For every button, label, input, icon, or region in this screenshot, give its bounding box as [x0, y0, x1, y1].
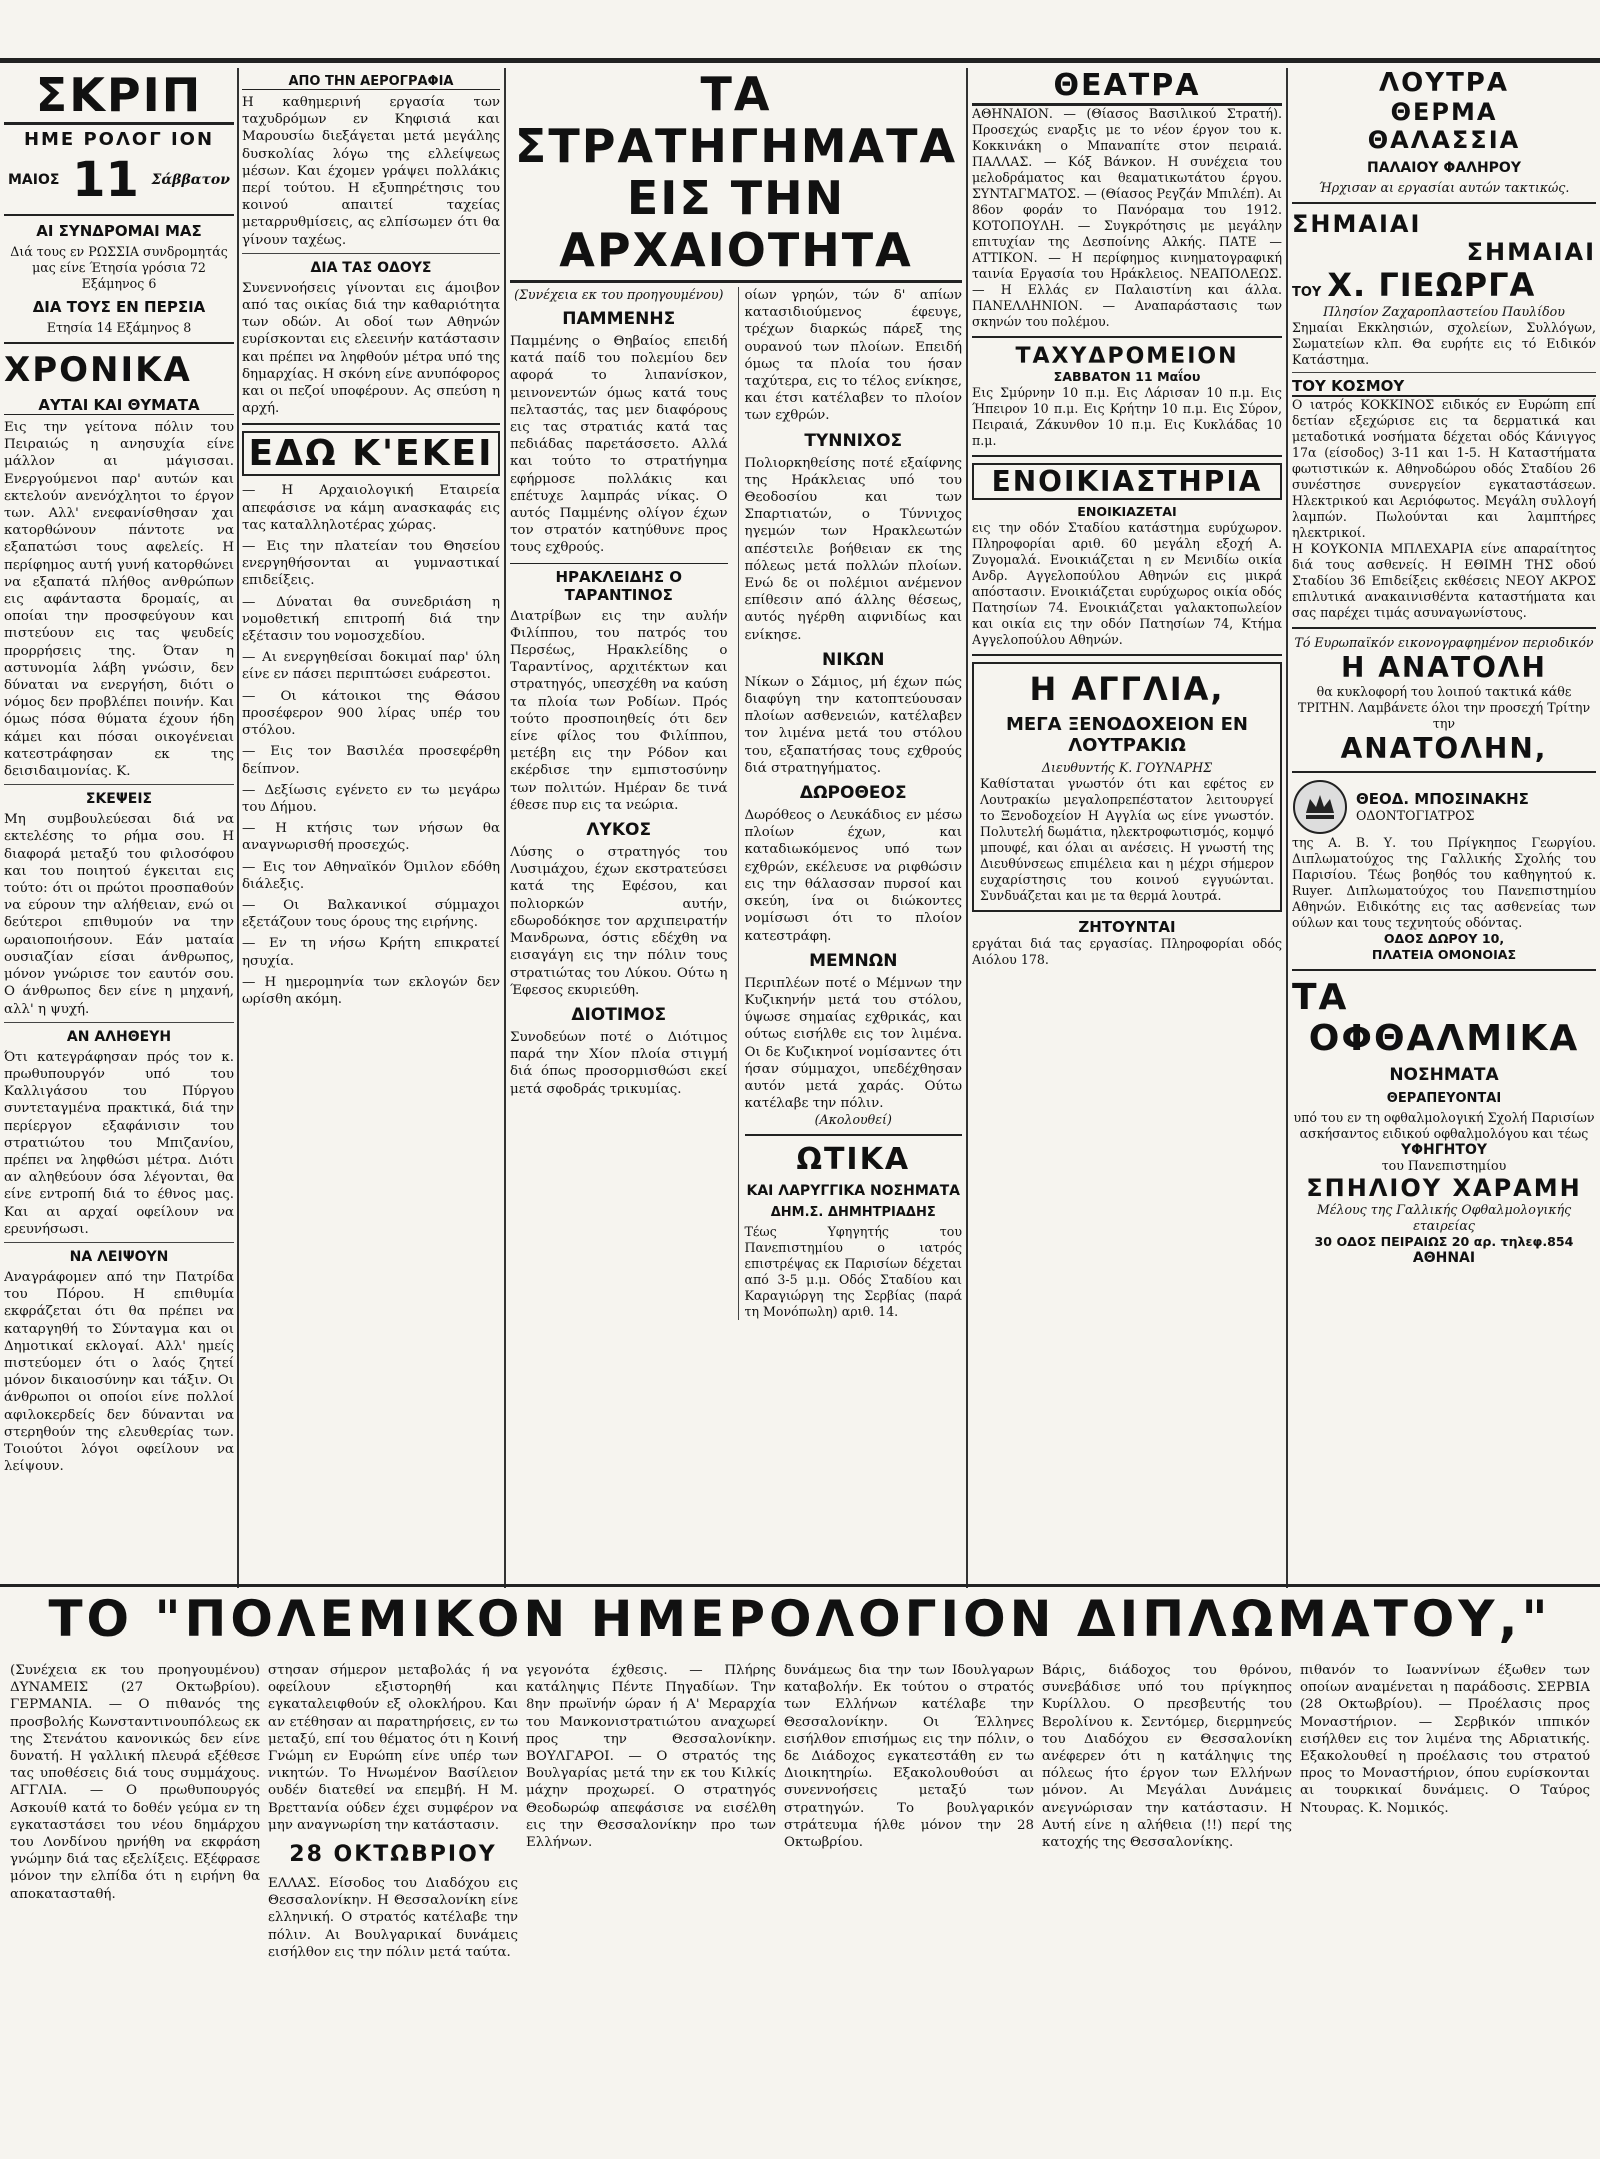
irakleidis-title: ΗΡΑΚΛΕΙΔΗΣ Ο ΤΑΡΑΝΤΙΝΟΣ: [510, 563, 728, 604]
top-rule: [0, 58, 1600, 63]
column-6: [1292, 68, 1596, 1588]
bottom-b1: (Συνέχεια εκ του προηγουμένου) ΔΥΝΑΜΕΙΣ (27 Οκτωβρίου). ΓΕΡΜΑΝΙΑ. — Ο πιθανός της προσβολής Κωνσταντινουπόλεως εκ της Στενάτου κανονικώς δεν είνε δυνατή. Η γαλλική πλευρά εξέθεσε τας υποθέσεις διά τους συμμάχους. ΑΓΓΛΙΑ. — Ο πρωθυπουργός Ασκουίθ κατά το δοθέν γεύμα εν τη εγκαταστάσει του νέου δημάρχου του Λονδίνου ηρνήθη να εκφράση γνώμην διά τας εξελίξεις. Εξέφρασε μόνον την ελπίδα ότι η ειρήνη θα αποκατασταθή.: [10, 1663, 260, 1902]
skrip-title: ΣΚΡΙΠ: [4, 68, 234, 125]
anatoli-intro: Τό Ευρωπαϊκόν εικονογραφημένον περιοδικόν: [1294, 635, 1594, 650]
news-item: — Οι κάτοικοι της Θάσου προσέφερον 900 λίρας υπέρ του στόλου.: [242, 688, 500, 739]
news-item: — Εις τον Αθηναϊκόν Όμιλον εδόθη διάλεξις.: [242, 859, 500, 892]
lykos-title: ΛΥΚΟΣ: [586, 820, 652, 841]
chronika-subtitle: ΑΥΤΑΙ ΚΑΙ ΘΥΜΑΤΑ: [4, 396, 234, 415]
georga-sub: Πλησίον Ζαχαροπλαστείου Παυλίδου: [1323, 304, 1565, 319]
news-item: — Οι Βαλκανικοί σύμμαχοι εξετάζουν τους όρους της ειρήνης.: [242, 897, 500, 931]
edo-kekei-title: ΕΔΩ Κ'ΕΚΕΙ: [242, 431, 500, 476]
mosinakis-title: ΘΕΟΔ. ΜΠΟΣΙΝΑΚΗΣ: [1356, 790, 1529, 808]
na-leipsoun-body: Αναγράφομεν από την Πατρίδα του Πόρου. Η επιθυμία εκφράζεται ότι θα πρέπει να καταργηθή το Σύνταγμα και οι Δημοτικαί εκλογαί. Αλλ' ημείς πιστεύομεν ότι ο λαός ζητεί μόνον δικαιοσύνην και τάξιν. Οι άνθρωποι οι οποίοι είνε πολλοί αφιλοκερδείς δεν δύνανται να στερηθούν της ελευθερίας των. Τοιούτοι λόγοι οφείλουν να λείψουν.: [4, 1269, 234, 1475]
georga-name-row: [1292, 266, 1596, 304]
georga-body: Σημαίαι Εκκλησιών, σχολείων, Συλλόγων, Σωματείων κλπ. Θα ευρήτε εις τό Ειδικόν Κατάστημα.: [1292, 320, 1596, 367]
news-item: — Δύναται θα συνεδριάση η νομοθετική επιτροπή διά την εξέτασιν του νομοσχεδίου.: [242, 594, 500, 645]
mosinakis-address-1: ΟΔΟΣ ΔΩΡΟΥ 10,: [1383, 931, 1505, 946]
ophthalmika-title: ΟΦΘΑΛΜΙΚΑ: [1308, 1018, 1580, 1059]
doctor-name: ΣΠΗΛΙΟΥ ΧΑΡΑΜΗ: [1306, 1174, 1582, 1202]
bottom-col-1: [10, 1662, 260, 2132]
news-item: — Αι ενεργηθείσαι δοκιμαί παρ' ύλη είνε εν πάσει περιπτώσει ευάρεστοι.: [242, 650, 500, 683]
column-divider: [504, 68, 506, 1588]
bottom-b2-tail: ΕΛΛΑΣ. Είσοδος του Διαδόχου εις Θεσσαλονίκην. Η Θεσσαλονίκη είνε ελληνική. Ο στρατός κατέλαβε την πόλιν. Αι Βουλγαρικαί δυνάμεις εισήλθον εις την πόλιν μετά ταύτα.: [268, 1876, 518, 1960]
aglia-title: Η ΑΓΓΛΙΑ,: [1029, 670, 1225, 708]
aglia-director: Διευθυντής Κ. ΓΟΥΝΑΡΗΣ: [1041, 760, 1213, 775]
taxydromeion-body: Εις Σμύρνην 10 π.μ. Εις Λάρισαν 10 π.μ. Εις Ήπειρον 10 π.μ. Εις Κρήτην 10 π.μ. Εις Σύρον, Πειραιά, Ζάκυνθον 10 π.μ. Εις Κυκλάδας 10 π.μ.: [972, 385, 1282, 448]
pammenis-title: ΠΑΜΜΕΝΗΣ: [562, 309, 676, 329]
day-label: ΜΑΙΟΣ: [8, 172, 60, 188]
kokkinos-body: Ο ιατρός ΚΟΚΚΙΝΟΣ ειδικός εν Ευρώπη επί δετίαν εξεχώρισε εις τα δερματικά και μεταδοτικά νοσήματα δέχεται οδός Κάνιγγος 17α (είσοδος) 3-11 και 1-5. Η Καταστήματα φωτιστικών κ. Αθηνοδώρου οδός Σταδίου 26 συνέστησε συνεργείον εγκαταστάσεων. Ηλεκτρικού και Αεριόφωτος. Μεγάλη συλλογή λαμπών. Πωλούνται και λαμπτήρες ηλεκτρικοί.: [1292, 397, 1596, 540]
main-title-1: ΤΑ ΣΤΡΑΤΗΓΗΜΑΤΑ: [514, 68, 958, 173]
mosinakis-role: ΟΔΟΝΤΟΓΙΑΤΡΟΣ: [1356, 808, 1475, 823]
bottom-col-3: [526, 1662, 776, 2132]
lykos-body: Λύσης ο στρατηγός του Λυσιμάχου, έχων εκστρατεύσει κατά της Εφέσου, και πολιορκών αυτήν, εδωροδόκησε τον αρχιπειρατήν Μανδρωνα, όστις εδέχθη να εισαγάγη εις την πόλιν τους στρατιώτας του Λύκου. Ούτω η Έφεσος εκυριεύθη.: [510, 845, 728, 998]
aglia-subtitle: ΜΕΓΑ ΞΕΝΟΔΟΧΕΙΟΝ ΕΝ ΛΟΥΤΡΑΚΙΩ: [1005, 714, 1248, 756]
dorotheos-body: Δωρόθεος ο Λευκάδιος εν μέσω πλοίων έχων, και καταδιωκόμενος υπό των εχθρών, εκέλευσε να ριφθώσιν εις την θάλασσαν πυρσοί και σκεύη, ίνα οι διώκοντες νομίσωσι ότι το πλοίον κατεστράφη.: [744, 808, 962, 944]
taxydromeion-date: ΣΑΒΒΑΤΟΝ 11 Μαΐου: [1053, 369, 1201, 384]
royal-crest-icon: [1292, 779, 1348, 835]
skepseis-title: ΣΚΕΨΕΙΣ: [85, 791, 153, 808]
subscription-text: Διά τους εν ΡΩΣΣΙΑ συνδρομητάς μας είνε Έτησία γρόσια 72 Εξάμηνος 6: [10, 244, 228, 291]
otika-subtitle: ΚΑΙ ΛΑΡΥΓΓΙΚΑ ΝΟΣΗΜΑΤΑ: [746, 1183, 960, 1200]
diotimos-title: ΔΙΟΤΙΜΟΣ: [571, 1004, 667, 1025]
tynnichos-title: ΤΥΝΝΙΧΟΣ: [804, 430, 903, 451]
bottom-b6: πιθανόν το Ιωαννίνων έξωθεν των οποίων αναμένεται η παράδοσις. ΣΕΡΒΙΑ (28 Οκτωβρίου). — Προέλασις προς Μοναστήριον. — Σερβικόν ιππικόν εισήλθεν εις τον λιμένα της Αδριατικής. Εξακολουθεί η προέλασις του στρατού προς το Μοναστήριον, όπου ευρίσκονται αι τουρκικαί δυνάμεις. Ο Ταύρος Ντουρας. Κ. Νομικός.: [1300, 1663, 1590, 1816]
aglia-ad: [972, 662, 1282, 912]
column-divider: [1286, 68, 1288, 1588]
paliou-faliro: ΠΑΛΑΙΟΥ ΦΑΛΗΡΟΥ: [1367, 160, 1521, 176]
day-name: Σάββατον: [151, 172, 230, 188]
zitountai-label: ΖΗΤΟΥΝΤΑΙ: [1078, 918, 1176, 936]
bottom-col-6: [1300, 1662, 1590, 2132]
taxydromeion-title: ΤΑΧΥΔΡΟΜΕΙΟΝ: [1015, 344, 1239, 369]
column-5: [972, 68, 1282, 1588]
bottom-b2: στησαν σήμερον μεταβολάς ή να οφείλουν εξιστορηθή και εγκαταλειφθούν εξ ολοκλήρου. Και αν ετέθησαν αι παρατηρήσεις, εν τω μεταξύ, επί του θέματος ότι η Κοινή Γνώμη εν Ευρώπη είνε υπέρ των νικητών. Το Ηνωμένον Βασίλειον ουδέν διατεθεί να επεμβή. Η Μ. Βρεττανία ούδεν έχει συμφέρον να μην αναγνωρίση την κατάστασιν.: [268, 1663, 518, 1833]
bottom-b4: δυνάμεως δια την των Ιδουλγαρων καταβολήν. Εκ τούτου ο στρατός των Ελλήνων κατέλαβε την Θεσσαλονίκην. Οι Έλληνες εισήλθον επισήμως εις την πόλιν, ο δε Διάδοχος εγκατεστάθη εν τω Διοικητηρίω. Εξακολουθούσι αι συνεννοήσεις μεταξύ των στρατηγών. Το βουλγαρικόν στράτευμα ήλθε μόνον την 28 Οκτωβρίου.: [784, 1663, 1034, 1851]
tynnichos-body: Πολιορκηθείσης ποτέ εξαίφνης της Ηράκλειας υπό του Θεοδοσίου και των Σπαρτιατών, ο Τύννιχος ηγεμών των Ηρακλεωτών απέστειλε βοήθειαν εκ της πόλεως μετά πολλών πλοίων. Ενώ δε οι πολέμιοι ανέμενον επίθεσιν από άλλης θέσεως, αυτός ηγέρθη αιφνιδίως και ενίκησε.: [744, 455, 962, 643]
main-article-columns: [510, 287, 962, 1320]
mosinakis-address-2: ΠΛΑΤΕΙΑ ΟΜΟΝΟΙΑΣ: [1371, 947, 1517, 962]
an-alithevi-title: ΑΝ ΑΛΗΘΕΥΗ: [66, 1028, 172, 1045]
skepseis-body: Μη συμβουλεύεσαι διά να εκτελέσης το ρήμα σου. Η διαφορά μεταξύ του φιλοσόφου και του ποιητού έγκειται εις τούτο: ότι οι πρώτοι προσπαθούν να εύρουν την αλήθειαν, ενώ οι δεύτεροι επιθυμούν να την ωραιοποιήσουν. Εάν ματαία ουσιαζίαν είσαι άνθρωπος, μόνον γνώρισε τον εαυτόν σου. Ο άνθρωπος δεν είνε η μηχανή, αλλ' η ψυχή.: [4, 812, 234, 1017]
athinai-label: ΑΘΗΝΑΙ: [1412, 1250, 1476, 1266]
aerografia-heading: ΑΠΟ ΤΗΝ ΑΕΡΟΓΡΑΦΙΑ: [242, 74, 500, 90]
doctor-address: 30 ΟΔΟΣ ΠΕΙΡΑΙΩΣ 20 αρ. τηλεφ.854: [1314, 1234, 1574, 1249]
news-item: — Η Αρχαιολογική Εταιρεία απεφάσισε να κάμη ανασκαφάς εις τας καταλληλοτέρας χώρας.: [242, 483, 500, 533]
doctor-sub: Μέλους της Γαλλικής Οφθαλμολογικής εταιρείας: [1316, 1202, 1572, 1233]
news-item: — Δεξίωσις εγένετο εν τω μεγάρω του Δήμου.: [242, 782, 500, 815]
memnon-title: ΜΕΜΝΩΝ: [809, 950, 898, 971]
pammenis-body: Παμμένης ο Θηβαίος επειδή κατά παίδ του πολεμίου δεν αφορά το λιπανίσκον, μεινονεντών όμως κατά τους πελταστάς, τας μεν διαφόρους εις τας στρατιάς κατά τας πεδιάδας παρετάσσετο. Αλλά και τούτο το στρατήγημα εφήρμοσε πολλάκις και επέτυχε λαμπράς νίκας. Ο αυτός Παμμένης ολίγον έχων τον στρατόν κατηύθυνε προς τους εχθρούς.: [510, 334, 728, 556]
thermal-label: ΘΕΡΜΑ: [1390, 98, 1498, 126]
enoikiastiria-body: εις την οδόν Σταδίου κατάστημα ευρύχωρον. Πληροφορίαι αριθ. 60 μεγάλη εξοχή Α. Ζυγομαλά. Ενοικιάζεται η εν Μενιδίω οικία Ανδρ. Αγγελοπούλου Αθηνών εις μικρά απόστασιν. Ενοικιάζεται ευρύχωρος οικία οδός Πατησίων 74. Ενοικιάζεται γαλακτοπωλείον και οικία εις την οδόν Πατησίων 74, Κτήμα Αγγελοπούλου Αθηνών.: [972, 520, 1282, 647]
nikon-title: ΝΙΚΩΝ: [822, 649, 885, 670]
otika-title: ΩΤΙΚΑ: [796, 1142, 911, 1178]
otika-body: Τέως Υφηγητής του Πανεπιστημίου ο ιατρός επιστρέψας εκ Παρισίων δέχεται από 3-5 μ.μ. Οδός Σταδίου και Καραγιώργη της Σερβίας (παρά τη Μονόπωλη) αριθ. 14.: [744, 1224, 962, 1320]
diotimos-body: Συνοδεύων ποτέ ο Διότιμος παρά την Χίον πλοία στιγμή διά όπως προσορμισθώσι εκεί μετά σφοδράς τρικυμίας.: [510, 1029, 728, 1097]
chronika-body: Εις την γείτονα πόλιν του Πειραιώς η ανησυχία είνε μάλλον αι μάγισσαι. Ενεργούμενοι παρ' αυτών και εκτελούν ανενόχλητοι το έργον των. Αλλ' ενεφανίσθησαν χαι κατορθώνουν πάντοτε να εξαπατώσι τους αφελείς. Η περίφημος αυτή γυνή κατορθώνει να εξαπατά πλήθος ανθρώπων εις αφάνταστα δρομαίς, αι οποίαι την προσφεύγουν και πιστεύουν εις τας ψευδείς προρρήσεις της. Όταν η αστυνομία λάβη γνώσιν, δεν δύναται να ενεργήση, διότι ο νόμος δεν προβλέπει ποινήν. Και όμως πόσα θύματα έχουν ήδη κάμει και πόσαι οικογένειαι κατεστράφησαν εκ της δεισιδαιμονίας. Κ.: [4, 420, 234, 780]
anatoli-body: θα κυκλοφορή του λοιπού τακτικά κάθε ΤΡΙΤΗΝ. Λαμβάνετε όλοι την προσεχή Τρίτην την: [1297, 684, 1591, 731]
irakleidis-body: Διατρίβων εις την αυλήν Φιλίππου, του πατρός του Περσέως, Ηρακλείδης ο Ταραντίνος, αρχιτέκτων και στρατηγός, υπεσχέθη να καύση τα πλοία των Ροδίων. Πρός τούτο προσποιηθείς ότι δεν είνε φίλος του Φιλίππου, μετέβη εις την Ρόδον και εκέρδισε την εμπιστοσύνην των πολιτών. Ημέραν δε τινά έθεσε πυρ εις τα νεώρια.: [510, 608, 728, 813]
anatoli-title: Η ΑΝΑΤΟΛΗ: [1341, 651, 1547, 684]
otika-doctor: ΔΗΜ.Σ. ΔΗΜΗΤΡΙΑΔΗΣ: [770, 1205, 936, 1221]
bottom-b2-date: 28 ΟΚΤΩΒΡΙΟΥ: [289, 1842, 497, 1868]
continued-note: (Συνέχεια εκ του προηγουμένου): [514, 287, 724, 302]
persia-line: ΔΙΑ ΤΟΥΣ ΕΝ ΠΕΡΣΙΑ: [32, 298, 206, 316]
na-leipsoun-title: ΝΑ ΛΕΙΨΟΥΝ: [69, 1248, 169, 1265]
simaiai-2: ΣΗΜΑΙΑΙ: [1466, 238, 1596, 266]
mosinakis-body: της Α. Β. Υ. του Πρίγκηπος Γεωργίου. Διπλωματούχος της Γαλλικής Σχολής του Παρισίου. Τέως βοηθός του καθηγητού κ. Ruyer. Διπλωματούχος του Πανεπιστημίου Αθηνών. Ειδικότης εις τας ασθενείας των ούλων και τους τεχνητούς οδόντας.: [1292, 835, 1596, 930]
nosimata-label: ΝΟΣΗΜΑΤΑ: [1389, 1065, 1499, 1085]
aerografia-intro: Η καθημερινή εργασία των ταχυδρόμων εν Κηφισιά και Μαρουσίω διεξάγεται μετά μεγάλης δυσκολίας λόγω της ελλείψεως μέσων. Και έχομεν γράψει πολλάκις περί τούτου. Η εξυπηρέτησις του κοινού απαιτεί ταχείας μεταρρυθμίσεις, ας ελπίσωμεν ότι θα γίνουν ταχέως.: [242, 95, 500, 248]
bottom-col-2: [268, 1662, 518, 2132]
bottom-article-title: ΤΟ "ΠΟΛΕΜΙΚΟΝ ΗΜΕΡΟΛΟΓΙΟΝ ΔΙΠΛΩΜΑΤΟΥ,": [48, 1590, 1552, 1648]
therapevontai-label: ΘΕΡΑΠΕΥΟΝΤΑΙ: [1386, 1091, 1502, 1106]
yfigitis-label: ΥΦΗΓΗΤΟΥ: [1401, 1142, 1487, 1158]
theatra-body: ΑΘΗΝΑΙΟΝ. — (Θίασος Βασιλικού Στρατή). Προσεχώς εναρξις με το νέον έργον του κ. Κοκκινάκη ο Μπαναπίτε στον πειραιά. ΠΑΛΛΑΣ. — Κόξ Βάνκον. Η συνέχεια του μελοδράματος και θεαματικωτάτου έργου. ΣΥΝΤΑΓΜΑΤΟΣ. — (Θίασος Ρεγζάν Μπιλέπ). Αι 86ον φοράν το Πανόραμα του 1912. ΚΟΤΟΠΟΥΛΗ. — Συγκρότησις με μεγάλην επιτυχίαν της Δεσποίνης Αλκής. ΠΑΤΕ — ΑΤΤΙΚΟΝ. — Η περίφημος κινηματογραφική ταινία Εργασία του Ηράκλειος. ΝΕΑΠΟΛΕΩΣ. — Η Ελλάς εν Παλαιστίνη και άλλα. ΠΑΝΕΛΛΗΝΙΟΝ. — Αναπαράστασις των σκηνών του πολέμου.: [972, 106, 1282, 329]
georga-name: Χ. ΓΙΕΩΡΓΑ: [1327, 266, 1536, 304]
ta-label: ΤΑ: [1292, 977, 1349, 1018]
column-3: [510, 68, 962, 1588]
column-1: [4, 68, 234, 1588]
bottom-b5: Βάρις, διάδοχος του θρόνου, συνεβάδισε υπό του πρίγκηπος Κυρίλλου. Ο πρεσβευτής του Βερολίνου κ. Σεντόμερ, διερμηνεύς του Διαδόχου εν Θεσσαλονίκη ανέφερεν ότι η κατάληψις της πόλεως ήτο έργον των Ελλήνων μόνον. Αι Μεγάλαι Δυνάμεις ανεγνώρισαν την κατάστασιν. Η Αυτή είνε η αλήθεια (!!) περί της κατοχής της Θεσσαλονίκης.: [1042, 1663, 1292, 1851]
koukonia-body: Η ΚΟΥΚΟΝΙΑ ΜΠΛΕΧΑΡΙΑ είνε απαραίτητος διά τους ασθενείς. Η ΕΘΙΜΗ ΤΗΣ οδού Σταδίου 36 Επιδείξεις εκθέσεις ΝΕΟΥ ΑΚΡΟΣ επιλυτικά ανακαινισθέντα καταστήματα και σας παρέχει τιμάς ασυναγωνίστους.: [1292, 541, 1596, 620]
bottom-section-rule: [0, 1584, 1600, 1587]
main-article-right: [738, 287, 963, 1320]
news-item: — Εις την πλατείαν του Θησείου ενεργηθήσονται αι γυμναστικαί επιδείξεις.: [242, 539, 500, 589]
bottom-col-5: [1042, 1662, 1292, 2132]
date-row: [8, 152, 230, 208]
continues-note: (Ακολουθεί): [814, 1112, 892, 1128]
yfigitis-sub: του Πανεπιστημίου: [1381, 1158, 1507, 1173]
nikon-body: Νίκων ο Σάμιος, μή έχων πώς διαφύγη την κατοπτεύουσαν πλοίων ασθενειών, κατέλαβεν τον λιμένα μετά του στόλου του, εξαπατήσας τους εχθρούς διά στρατηγήματος.: [744, 674, 962, 776]
news-item: — Εν τη νήσω Κρήτη επικρατεί ησυχία.: [242, 936, 500, 969]
col4-top-body: οίων γρηών, τών δ' απίων κατασιδιούμενος έφευγε, τρέχων διαρκώς πάρεξ της ουρανού των πλοίων. Επειδή όμως τα πλοία του ήσαν ταχύτερα, εις το τέλος ενίκησε, και έτσι κατέλαβεν το πλοίον των εχθρών.: [744, 288, 962, 424]
chronika-title: ΧΡΟΝΙΚΑ: [4, 350, 192, 390]
news-item: — Η ημερομηνία των εκλογών δεν ωρίσθη ακόμη.: [242, 974, 500, 1007]
mosinakis-header: [1292, 779, 1596, 835]
column-divider: [966, 68, 968, 1588]
main-article-left: [510, 287, 728, 1320]
bottom-b3: γεγονότα έχθεσις. — Πλήρης κατάληψις Πέντε Πηγαδίων. Την 8ην πρωϊνήν ώραν ή Α' Μεραρχία του Μανκονιστρατιώτου αναχωρεί προς την Θεσσαλονίκην. ΒΟΥΛΓΑΡΟΙ. — Ο στρατός της Βουλγαρίας μετά την εκ του Κιλκίς μάχην προχωρεί. Ο στρατηγός Θεοδωρώφ απεφάσισε να εισέλθη εις την Θεσσαλονίκην προ των Ελλήνων.: [526, 1663, 776, 1851]
an-alithevi-body: Ότι κατεγράφησαν πρός τον κ. πρωθυπουργόν υπό του Καλλιγάσου του Πύργου συντεταγμένα πρακτικά, διά την περίεργον εξαφάνισιν του στρατιώτου του Μπιζανίου, πρέπει να ληφθώσι μέτρα. Διότι αν αληθεύουν όσα λέγονται, θα είνε εντροπή διά το έθνος μας. Και αι αρχαί οφείλουν να ερευνήσωσι.: [4, 1049, 234, 1237]
loutra-body: Ήρχισαν αι εργασίαι αυτών τακτικώς.: [1318, 180, 1570, 195]
news-item: — Εις τον Βασιλέα προσεφέρθη δείπνον.: [242, 744, 500, 777]
dia-tis-odous-title: ΔΙΑ ΤΑΣ ΟΔΟΥΣ: [310, 259, 432, 276]
main-title-2: ΕΙΣ ΤΗΝ ΑΡΧΑΙΟΤΗΤΑ: [510, 172, 962, 283]
thalassia-label: ΘΑΛΑΣΣΙΑ: [1367, 126, 1521, 154]
hme-rologion: ΗΜΕ ΡΟΛΟΓ ΙΟΝ: [23, 129, 215, 150]
news-item: — Η κτήσις των νήσων θα αναγνωρισθή προσεχώς.: [242, 821, 500, 854]
zitountai-body: εργάται διά τας εργασίας. Πληροφορίαι οδός Αιόλου 178.: [972, 936, 1282, 967]
day-number: 11: [72, 152, 139, 208]
dorotheos-title: ΔΩΡΟΘΕΟΣ: [799, 783, 907, 804]
tou-kosmou: ΤΟΥ ΚΟΣΜΟΥ: [1292, 377, 1596, 397]
anatoli-repeat: ΑΝΑΤΟΛΗΝ,: [1340, 732, 1548, 765]
enoikiastiria-title: ΕΝΟΙΚΙΑΣΤΗΡΙΑ: [972, 463, 1282, 500]
simaiai-1: ΣΗΜΑΙΑΙ: [1292, 210, 1422, 238]
edo-kekei-list: [242, 482, 500, 1008]
memnon-body: Περιπλέων ποτέ ο Μέμνων την Κυζικηνήν μετά του στόλου, ύψωσε σημαίας εχθρικάς, και ούτως εισήλθε εις τον λιμένα. Οι δε Κυζικηνοί νομίσαντες ότι ήσαν σύμμαχοι, υπεδέχθησαν αυτόν μετά χαράς. Ούτω κατέλαβε την πόλιν.: [744, 975, 962, 1112]
tou-label: ΤΟΥ: [1292, 285, 1322, 300]
column-divider: [237, 68, 239, 1588]
column-2: [242, 68, 500, 1588]
theatra-title: ΘΕΑΤΡΑ: [972, 68, 1282, 106]
dia-tis-odous-body: Συνεννοήσεις γίνονται εις άμοιβον από τας οικίας διά την καθαριότητα των οδών. Αι οδοί των Αθηνών ευρίσκονται εις ελεεινήν κατάστασιν και πρέπει να ληφθούν μέτρα υπό της δημαρχίας. Η σκόνη είνε ανυπόφορος και οι πεζοί υποφέρουν. Ας σπεύση η αρχή.: [242, 280, 500, 417]
loutra-title: ΛΟΥΤΡΑ: [1379, 68, 1509, 98]
aglia-body: Καθίσταται γνωστόν ότι και εφέτος εν Λουτρακίω μεγαλοπρεπέστατον λειτουργεί το Ξενοδοχείον Η Αγγλία ως είνε γνωστόν. Πολυτελή δωμάτια, ηλεκτροφωτισμός, κομψό μπουφέ, και όλαι αι ανέσεις. Η γνωστή της Διευθύνσεως επιμέλεια και η μέχρι σήμερον ευχαρίστησις του κοινού εγγυώνται. Συνδυάζεται και με τα θερμά λουτρά.: [980, 776, 1274, 903]
subscription-heading: ΑΙ ΣΥΝΔΡΟΜΑΙ ΜΑΣ: [36, 222, 202, 240]
bottom-col-4: [784, 1662, 1034, 2132]
oph-body: υπό του εν τη οφθαλμολογική Σχολή Παρισίων ασκήσαντος ειδικού οφθαλμολόγου και τέως: [1293, 1110, 1595, 1141]
enoikiazetai-label: ΕΝΟΙΚΙΑΖΕΤΑΙ: [1077, 504, 1177, 519]
persia-text: Ετησία 14 Εξάμηνος 8: [46, 320, 192, 335]
